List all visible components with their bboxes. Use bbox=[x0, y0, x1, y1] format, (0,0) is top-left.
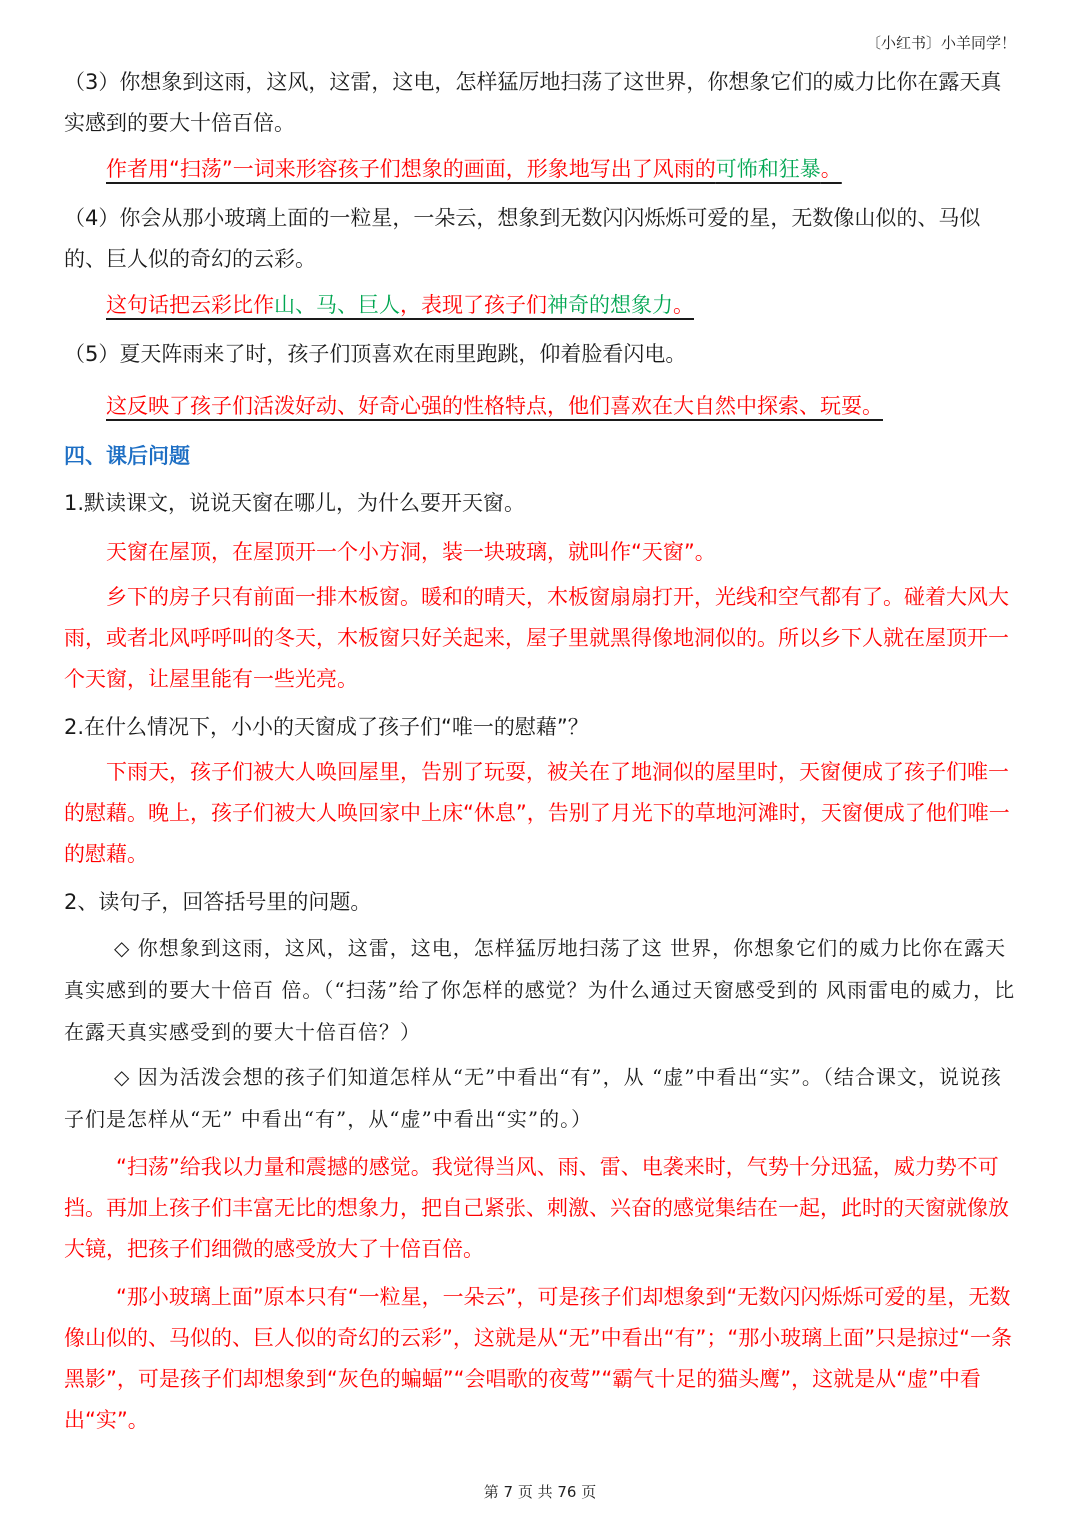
q3-answer bbox=[106, 153, 842, 183]
section-heading: 四、课后问题 bbox=[64, 444, 190, 468]
question-1: 1.默读课文，说说天窗在哪儿，为什么要开天窗。 bbox=[64, 491, 526, 515]
answer-2: 下雨天，孩子们被大人唤回屋里，告别了玩耍，被关在了地洞似的屋里时，天窗便成了孩子们唯一的慰藉。晚上，孩子们被大人唤回家中上床“休息”，告别了月光下的草地河滩时，天窗便成了他们唯一的慰藉。 bbox=[64, 760, 1010, 866]
q4-answer-highlight2: 神奇的想象力 bbox=[547, 293, 673, 317]
header-source: 〔小红书〕小羊同学！ bbox=[865, 34, 1016, 52]
q4-answer-part1: 这句话把云彩比作 bbox=[106, 293, 274, 317]
question-3: 2、读句子，回答括号里的问题。 bbox=[64, 890, 372, 914]
page-number: 第 7 页 共 76 页 bbox=[483, 1483, 597, 1501]
q4-answer-part3: 。 bbox=[673, 293, 694, 317]
q5-answer: 这反映了孩子们活泼好动、好奇心强的性格特点，他们喜欢在大自然中探索、玩耍。 bbox=[106, 394, 883, 418]
q4-answer-highlight1: 山、马、巨人 bbox=[274, 293, 400, 317]
q4-text: （4）你会从那小玻璃上面的一粒星，一朵云，想象到无数闪闪烁烁可爱的星，无数像山似的、马似的、巨人似的奇幻的云彩。 bbox=[64, 206, 981, 271]
q5-text: （5）夏天阵雨来了时，孩子们顶喜欢在雨里跑跳，仰着脸看闪电。 bbox=[64, 342, 687, 366]
q3-answer-highlight: 可怖和狂暴 bbox=[715, 157, 821, 181]
sentence-item-2: ◇ 因为活泼会想的孩子们知道怎样从“无”中看出“有”，从 “虚”中看出“实”。（结合课文，说说孩子们是怎样从“无” 中看出“有”，从“虚”中看出“实”的。） bbox=[64, 1065, 1002, 1131]
question-2: 2.在什么情况下，小小的天窗成了孩子们“唯一的慰藉”？ bbox=[64, 715, 589, 739]
q4-answer-part2: ，表现了孩子们 bbox=[400, 293, 547, 317]
answer-1-reason: 乡下的房子只有前面一排木板窗。暖和的晴天，木板窗扇扇打开，光线和空气都有了。碰着大风大雨，或者北风呼呼叫的冬天，木板窗只好关起来，屋子里就黑得像地洞似的。所以乡下人就在屋顶开一个天窗，让屋里能有一些光亮。 bbox=[64, 585, 1009, 691]
q3-answer-part2: 。 bbox=[820, 157, 842, 181]
answer-3-imagination: “那小玻璃上面”原本只有“一粒星，一朵云”，可是孩子们却想象到“无数闪闪烁烁可爱的星，无数像山似的、马似的、巨人似的奇幻的云彩”，这就是从“无”中看出“有”；“那小玻璃上面”只是掠过“一条黑影”，可是孩子们却想象到“灰色的蝙蝠”“会唱歌的夜莺”“霸气十足的猫头鹰”，这就是从“虚”中看出“实”。 bbox=[64, 1285, 1013, 1432]
q3-text: （3）你想象到这雨，这风，这雷，这电，怎样猛厉地扫荡了这世界，你想象它们的威力比你在露天真实感到的要大十倍百倍。 bbox=[64, 70, 1002, 135]
answer-3-sweep: “扫荡”给我以力量和震撼的感觉。我觉得当风、雨、雷、电袭来时，气势十分迅猛，威力势不可挡。再加上孩子们丰富无比的想象力，把自己紧张、刺激、兴奋的感觉集结在一起，此时的天窗就像放大镜，把孩子们细微的感受放大了十倍百倍。 bbox=[64, 1155, 1009, 1261]
sentence-item-1: ◇ 你想象到这雨，这风，这雷，这电，怎样猛厉地扫荡了这 世界，你想象它们的威力比你在露天真实感到的要大十倍百 倍。（“扫荡”给了你怎样的感觉？为什么通过天窗感受到的 风雨雷电的威力，比在露天真实感受到的要大十倍百倍？） bbox=[64, 936, 1016, 1044]
answer-1-location: 天窗在屋顶，在屋顶开一个小方洞，装一块玻璃，就叫作“天窗”。 bbox=[106, 540, 716, 564]
q3-answer-part1: 作者用“扫荡”一词来形容孩子们想象的画面，形象地写出了风雨的 bbox=[106, 157, 716, 181]
q4-answer bbox=[106, 289, 694, 319]
